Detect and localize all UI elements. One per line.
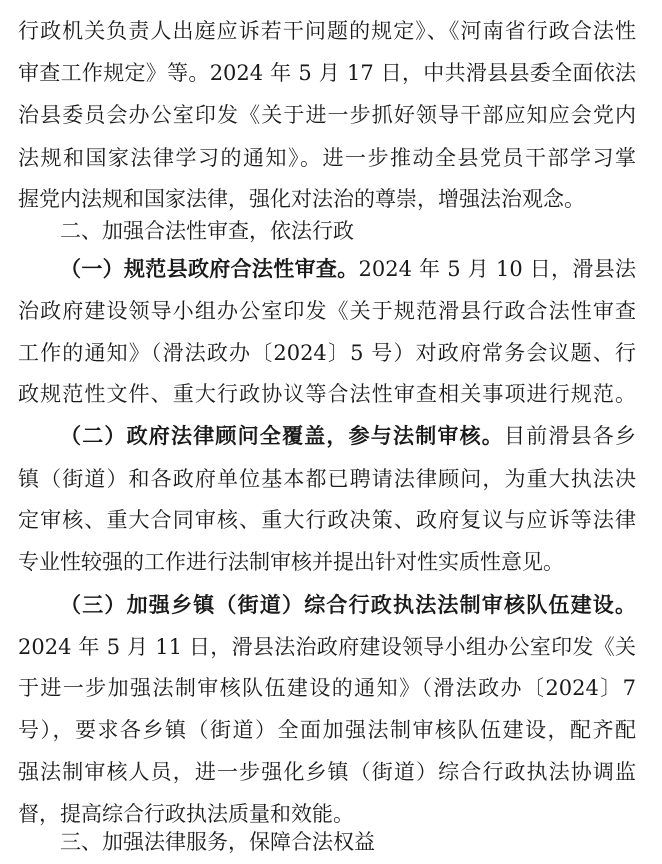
body-line: 2024 年 5 月 11 日，滑县法治政府建设领导小组办公室印发《关: [18, 635, 636, 659]
paragraph-lead: （二）政府法律顾问全覆盖，参与法制审核。: [60, 423, 504, 448]
body-line: 法规和国家法律学习的通知》。进一步推动全县党员干部学习掌: [18, 146, 636, 170]
body-line: 强法制审核人员，进一步强化乡镇（街道）综合行政执法协调监: [18, 760, 636, 784]
body-line: 专业性较强的工作进行法制审核并提出针对性实质性意见。: [18, 550, 564, 574]
body-line: 治政府建设领导小组办公室印发《关于规范滑县行政合法性审查: [18, 299, 636, 323]
body-line: 审查工作规定》等。2024 年 5 月 17 日，中共滑县县委全面依法: [18, 61, 636, 85]
paragraph-lead: （一）规范县政府合法性审查。: [60, 256, 359, 281]
body-line: 号），要求各乡镇（街道）全面加强法制审核队伍建设，配齐配: [18, 718, 636, 742]
body-line: 行政机关负责人出庭应诉若干问题的规定》、《河南省行政合法性: [18, 19, 636, 43]
body-line: 政规范性文件、重大行政协议等合法性审查相关事项进行规范。: [18, 382, 636, 406]
paragraph-first-line: [60, 421, 636, 451]
section-heading: 二、加强合法性审查，依法行政: [60, 219, 354, 243]
body-line: 握党内法规和国家法律，强化对法治的尊崇，增强法治观念。: [18, 187, 585, 211]
paragraph-lead: （三）加强乡镇（街道）综合行政执法法制审核队伍建设。: [60, 592, 636, 617]
section-heading: 三、加强法律服务，保障合法权益: [60, 830, 375, 854]
body-line: 镇（街道）和各政府单位基本都已聘请法律顾问，为重大执法决: [18, 467, 636, 491]
body-line: 督，提高综合行政执法质量和效能。: [18, 802, 354, 826]
paragraph-text: 2024 年 5 月 10 日，滑县法: [358, 257, 636, 281]
body-line: 定审核、重大合同审核、重大行政决策、政府复议与应诉等法律: [18, 508, 636, 532]
paragraph-first-line: [60, 590, 636, 620]
body-line: 工作的通知》（滑法政办〔2024〕5 号）对政府常务会议题、行: [18, 341, 636, 365]
body-line: 于进一步加强法制审核队伍建设的通知》（滑法政办〔2024〕7: [18, 676, 636, 700]
paragraph-first-line: [60, 254, 636, 284]
body-line: 治县委员会办公室印发《关于进一步抓好领导干部应知应会党内: [18, 103, 636, 127]
paragraph-text: 目前滑县各乡: [504, 424, 636, 448]
